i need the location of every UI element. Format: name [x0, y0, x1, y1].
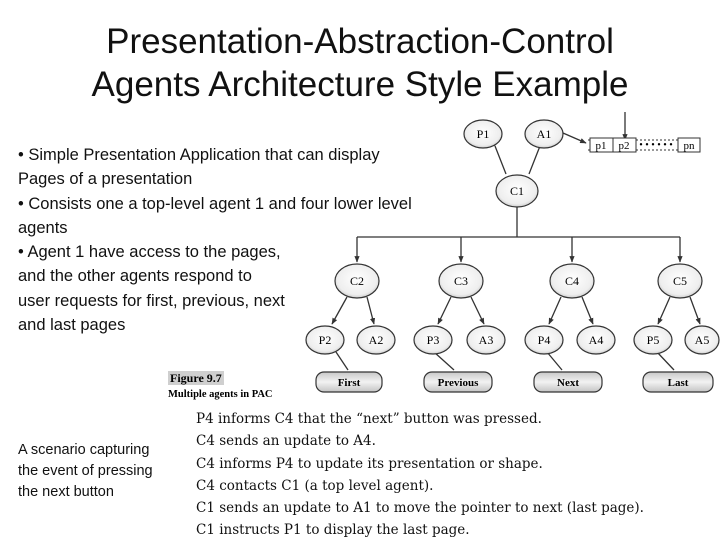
figure-subtitle: Multiple agents in PAC [168, 389, 273, 400]
bullet-line: and the other agents respond to [18, 267, 252, 286]
node-p5 [634, 326, 672, 354]
node-c5 [658, 264, 702, 298]
edge-c3-p3 [438, 297, 451, 324]
button-label: Last [667, 377, 689, 389]
page-ellipsis: • • • • • • [639, 140, 673, 151]
node-a5 [685, 326, 719, 354]
page-label: pn [683, 140, 695, 152]
step-line: P4 informs C4 that the “next” button was pressed. [196, 411, 542, 427]
node-label: C5 [672, 274, 688, 288]
node-label: A4 [588, 333, 604, 347]
node-label: C1 [509, 184, 525, 198]
edge-p2-button [336, 352, 348, 370]
figure-caption [168, 369, 273, 400]
figure-number: Figure 9.7 [170, 371, 222, 385]
scenario-line: A scenario capturing [18, 442, 150, 458]
node-label: A5 [694, 333, 710, 347]
node-c2 [335, 264, 379, 298]
last-button [643, 372, 713, 392]
bullet-line: • Simple Presentation Application that can display [18, 146, 380, 164]
node-p3 [414, 326, 452, 354]
bullet-line: • Agent 1 have access to the pages, [18, 243, 281, 262]
bullet-line: and last pages [18, 316, 126, 335]
scenario-line: the event of pressing [18, 463, 153, 479]
step-line: C4 informs P4 to update its presentation or shape. [196, 455, 543, 472]
edge-c4-p4 [549, 297, 561, 324]
node-p4 [525, 326, 563, 354]
step-line: C1 instructs P1 to display the last page. [196, 522, 470, 539]
edge-p3-button [434, 352, 454, 370]
node-label: P5 [646, 333, 660, 347]
edge-a1-pages [563, 133, 586, 143]
title-line-1: Presentation-Abstraction-Control [106, 22, 614, 61]
node-c1 [496, 175, 538, 207]
bullet-line: agents [18, 218, 68, 237]
node-c3 [439, 264, 483, 298]
first-button [316, 372, 382, 392]
edge-c2-a2 [367, 297, 374, 324]
bullet-line: user requests for first, previous, next [18, 291, 285, 310]
node-p1 [464, 120, 502, 148]
node-label: P4 [537, 333, 551, 347]
edge-c1-a1 [529, 146, 540, 174]
scenario-line: the next button [18, 484, 114, 500]
edge-c2-p2 [332, 297, 347, 324]
bullet-line: Pages of a presentation [18, 170, 193, 189]
node-a4 [577, 326, 615, 354]
pages-strip [588, 138, 700, 152]
node-label: C3 [453, 274, 469, 288]
button-label: First [337, 377, 361, 389]
button-label: Previous [437, 377, 479, 389]
step-line: C1 sends an update to A1 to move the pointer to next (last page). [196, 500, 644, 517]
node-label: A2 [368, 333, 384, 347]
node-label: A3 [478, 333, 494, 347]
node-label: C4 [564, 274, 580, 288]
previous-button [424, 372, 492, 392]
edge-c4-a4 [582, 297, 593, 324]
node-label: P1 [476, 127, 490, 141]
step-line: C4 sends an update to A4. [196, 433, 376, 450]
scenario-caption [18, 440, 188, 503]
next-button [534, 372, 602, 392]
edge-p5-button [657, 352, 674, 370]
button-label: Next [557, 377, 579, 389]
node-label: P2 [318, 333, 332, 347]
node-a1 [525, 120, 563, 148]
node-a2 [357, 326, 395, 354]
page-label: p2 [618, 140, 630, 152]
edge-c1-p1 [495, 146, 506, 174]
title-line-2: Agents Architecture Style Example [91, 65, 629, 104]
node-label: C2 [349, 274, 365, 288]
node-a3 [467, 326, 505, 354]
node-p2 [306, 326, 344, 354]
node-c4 [550, 264, 594, 298]
bullet-line: • Consists one a top-level agent 1 and four lower level [18, 194, 412, 213]
edge-c5-a5 [690, 297, 700, 324]
page-label: p1 [595, 140, 607, 152]
node-label: A1 [536, 127, 552, 141]
node-label: P3 [426, 333, 440, 347]
edge-c3-a3 [471, 297, 484, 324]
scenario-steps [196, 408, 716, 542]
step-line: C4 contacts C1 (a top level agent). [196, 477, 434, 494]
edge-c5-p5 [658, 297, 670, 324]
edge-p4-button [547, 352, 562, 370]
